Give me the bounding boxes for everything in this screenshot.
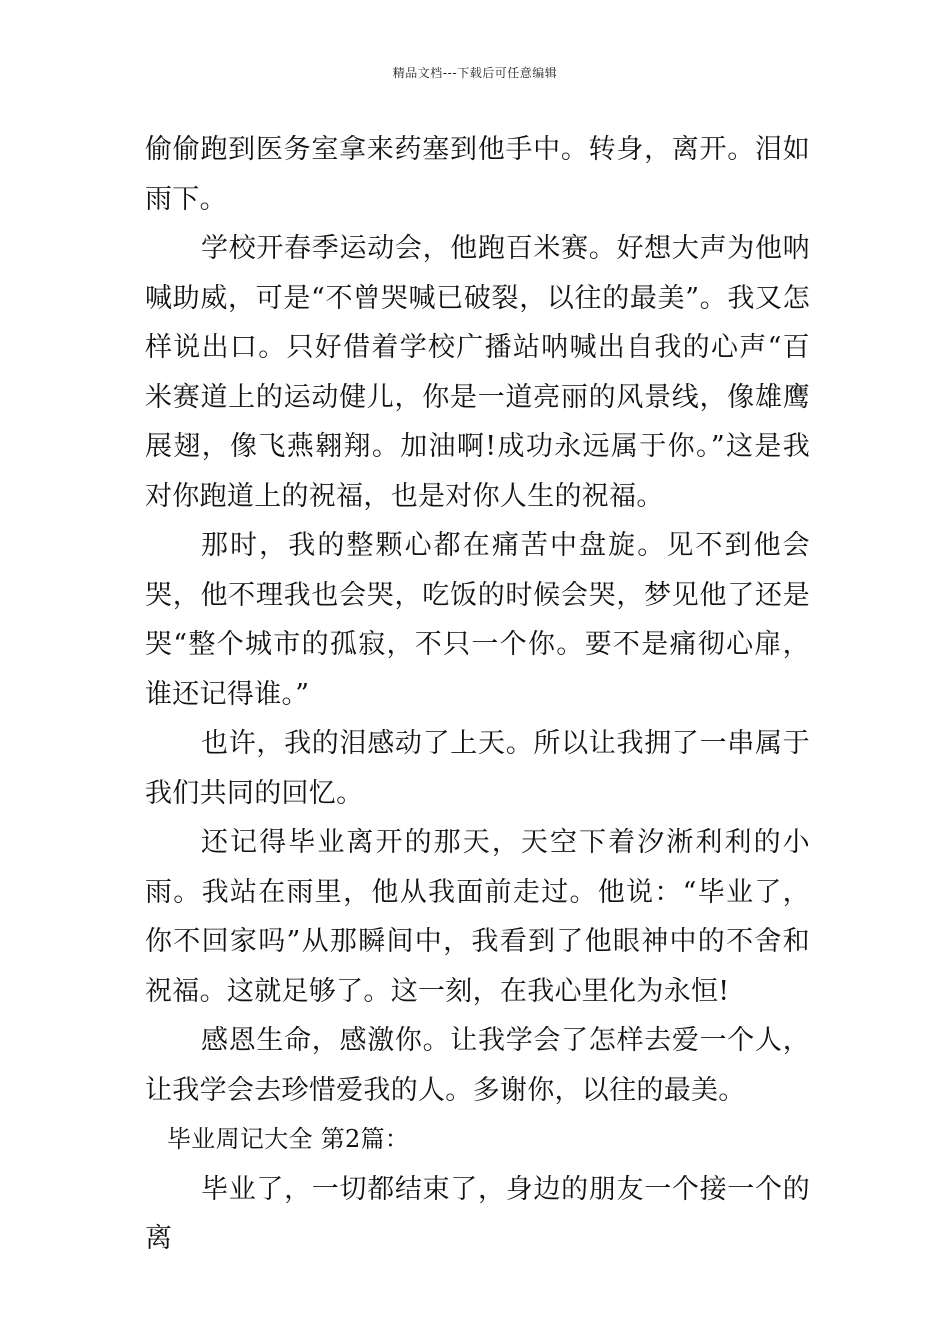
paragraph-graduation-day: 还记得毕业离开的那天，天空下着汐淅利利的小雨。我站在雨里，他从我面前走过。他说：“毕业了，你不回家吗”从那瞬间中，我看到了他眼神中的不舍和祝福。这就足够了。这一刻，在我心里化为永恒! bbox=[145, 827, 810, 1007]
paragraph-section-start: 毕业了，一切都结束了，身边的朋友一个接一个的离 bbox=[145, 1173, 810, 1254]
section-heading: 毕业周记大全 第2篇： bbox=[167, 1125, 410, 1153]
paragraph-sports-meet: 学校开春季运动会，他跑百米赛。好想大声为他呐喊助威，可是“不曾哭喊已破裂，以往的最美”。我又怎样说出口。只好借着学校广播站呐喊出自我的心声“百米赛道上的运动健儿，你是一道亮丽的风景线，像雄鹰展翅，像飞燕翱翔。加油啊!成功永远属于你。”这是我对你跑道上的祝福，也是对你人生的祝福。 bbox=[145, 233, 810, 512]
page-header: 精品文档---下载后可任意编辑 bbox=[392, 66, 558, 80]
paragraph-heartache: 那时，我的整颗心都在痛苦中盘旋。见不到他会哭，他不理我也会哭，吃饭的时候会哭，梦见他了还是哭“整个城市的孤寂，不只一个你。要不是痛彻心扉，谁还记得谁。” bbox=[145, 530, 810, 710]
paragraph-continued: 偷偷跑到医务室拿来药塞到他手中。转身，离开。泪如雨下。 bbox=[145, 134, 810, 215]
paragraph-memories: 也许，我的泪感动了上天。所以让我拥了一串属于我们共同的回忆。 bbox=[145, 728, 810, 809]
document-body bbox=[145, 125, 810, 1264]
paragraph-gratitude: 感恩生命，感激你。让我学会了怎样去爱一个人，让我学会去珍惜爱我的人。多谢你，以往的最美。 bbox=[145, 1025, 810, 1106]
